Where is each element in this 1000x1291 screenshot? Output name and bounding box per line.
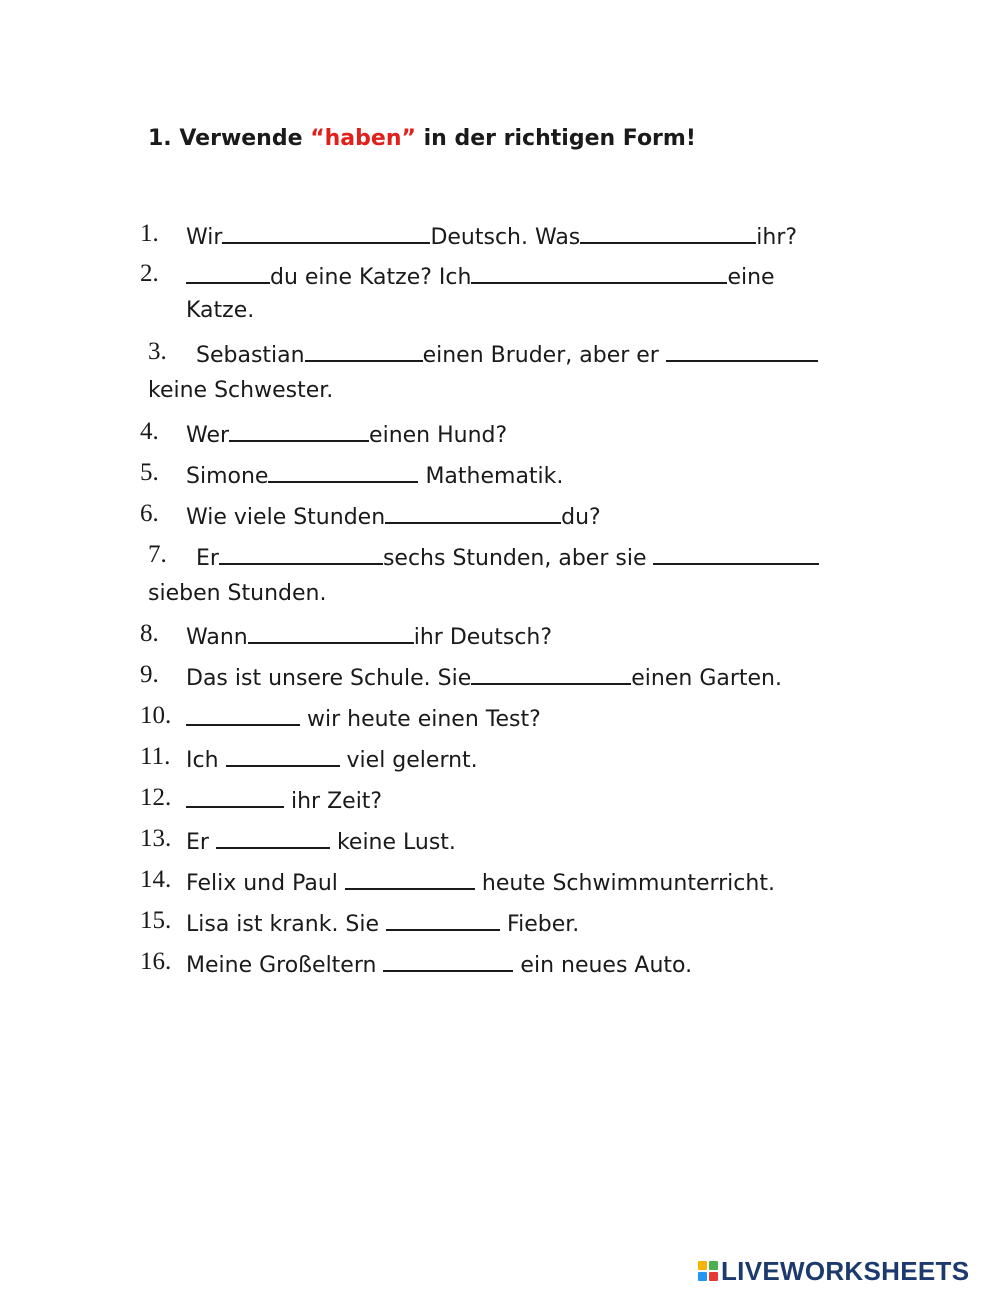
answer-blank[interactable] xyxy=(216,827,330,849)
item-continuation: Katze. xyxy=(186,298,255,323)
item-text-part: viel gelernt. xyxy=(339,748,478,773)
logo-text: LIVEWORKSHEETS xyxy=(721,1255,970,1286)
logo-blocks-icon xyxy=(698,1261,718,1281)
answer-blank[interactable] xyxy=(226,745,340,767)
item-text xyxy=(186,827,456,857)
item-text-part: ihr Deutsch? xyxy=(413,625,553,650)
item-text xyxy=(186,868,775,898)
answer-blank[interactable] xyxy=(268,461,418,483)
answer-blank[interactable] xyxy=(186,262,270,284)
item-number: 4. xyxy=(140,418,159,445)
item-text xyxy=(196,543,819,573)
answer-blank[interactable] xyxy=(222,222,430,244)
answer-blank[interactable] xyxy=(305,340,423,362)
item-text-part: einen Garten. xyxy=(631,666,782,691)
item-text xyxy=(186,262,775,292)
item-text-part: Fieber. xyxy=(500,912,580,937)
item-text xyxy=(186,663,782,693)
item-number: 10. xyxy=(140,702,172,729)
item-number: 12. xyxy=(140,784,172,811)
item-text xyxy=(186,950,692,980)
exercise-title xyxy=(148,126,696,151)
item-number: 8. xyxy=(140,620,159,647)
item-number: 16. xyxy=(140,948,172,975)
answer-blank[interactable] xyxy=(471,262,727,284)
item-text-part: einen Bruder, aber er xyxy=(422,343,666,368)
item-text-part: Wie viele Stunden xyxy=(186,505,386,530)
logo-block xyxy=(709,1261,718,1270)
item-number: 5. xyxy=(140,459,159,486)
answer-blank[interactable] xyxy=(186,786,284,808)
answer-blank[interactable] xyxy=(386,909,500,931)
item-text-part: keine Lust. xyxy=(329,830,456,855)
answer-blank[interactable] xyxy=(345,868,475,890)
item-number: 15. xyxy=(140,907,172,934)
item-text-part: Er xyxy=(196,546,219,571)
item-text-part: Meine Großeltern xyxy=(186,953,384,978)
item-text-part: ihr? xyxy=(756,225,798,250)
item-text xyxy=(186,786,382,816)
item-text-part: ein neues Auto. xyxy=(513,953,693,978)
title-highlight: “haben” xyxy=(310,126,416,151)
item-continuation: sieben Stunden. xyxy=(148,581,327,606)
item-number: 6. xyxy=(140,500,159,527)
item-text-part: Wer xyxy=(186,423,230,448)
item-continuation: keine Schwester. xyxy=(148,378,334,403)
item-text-part: Simone xyxy=(186,464,269,489)
item-text-part: Das ist unsere Schule. Sie xyxy=(186,666,472,691)
item-text-part: Mathematik. xyxy=(418,464,564,489)
item-number: 2. xyxy=(140,260,159,287)
item-text-part: Felix und Paul xyxy=(186,871,345,896)
item-text xyxy=(186,622,552,652)
logo-block xyxy=(698,1261,707,1270)
answer-blank[interactable] xyxy=(248,622,414,644)
exercise-number: 1. xyxy=(148,126,172,151)
title-suffix: in der richtigen Form! xyxy=(423,126,696,151)
item-number: 3. xyxy=(148,338,167,365)
item-number: 1. xyxy=(140,220,159,247)
answer-blank[interactable] xyxy=(219,543,383,565)
logo-block xyxy=(698,1272,707,1281)
item-text-part: Wann xyxy=(186,625,248,650)
item-number: 9. xyxy=(140,661,159,688)
item-text xyxy=(186,502,601,532)
item-text-part: Deutsch. Was xyxy=(430,225,581,250)
liveworksheets-logo[interactable] xyxy=(698,1257,969,1285)
item-text-part: du eine Katze? Ich xyxy=(270,265,472,290)
answer-blank[interactable] xyxy=(186,704,300,726)
answer-blank[interactable] xyxy=(471,663,631,685)
item-text-part: Lisa ist krank. Sie xyxy=(186,912,387,937)
item-number: 11. xyxy=(140,743,171,770)
item-text-part: eine xyxy=(727,265,775,290)
item-text-part: du? xyxy=(561,505,601,530)
answer-blank[interactable] xyxy=(653,543,819,565)
item-text xyxy=(186,909,579,939)
item-text-part: wir heute einen Test? xyxy=(300,707,541,732)
answer-blank[interactable] xyxy=(385,502,561,524)
item-text-part: ihr Zeit? xyxy=(284,789,383,814)
item-text-part: einen Hund? xyxy=(369,423,508,448)
answer-blank[interactable] xyxy=(666,340,818,362)
item-text-part: Ich xyxy=(186,748,226,773)
item-text-part: heute Schwimmunterricht. xyxy=(474,871,775,896)
item-text xyxy=(196,340,818,370)
answer-blank[interactable] xyxy=(229,420,369,442)
item-text-part: Sebastian xyxy=(196,343,305,368)
answer-blank[interactable] xyxy=(383,950,513,972)
item-text-part: Er xyxy=(186,830,216,855)
item-number: 13. xyxy=(140,825,172,852)
logo-block xyxy=(709,1272,718,1281)
item-number: 7. xyxy=(148,541,167,568)
item-text-part: sechs Stunden, aber sie xyxy=(382,546,654,571)
item-text xyxy=(186,222,797,252)
item-text xyxy=(186,420,507,450)
item-text xyxy=(186,704,541,734)
item-number: 14. xyxy=(140,866,172,893)
title-prefix: Verwende xyxy=(179,126,303,151)
item-text xyxy=(186,745,478,775)
answer-blank[interactable] xyxy=(580,222,756,244)
item-text xyxy=(186,461,563,491)
item-text-part: Wir xyxy=(186,225,223,250)
